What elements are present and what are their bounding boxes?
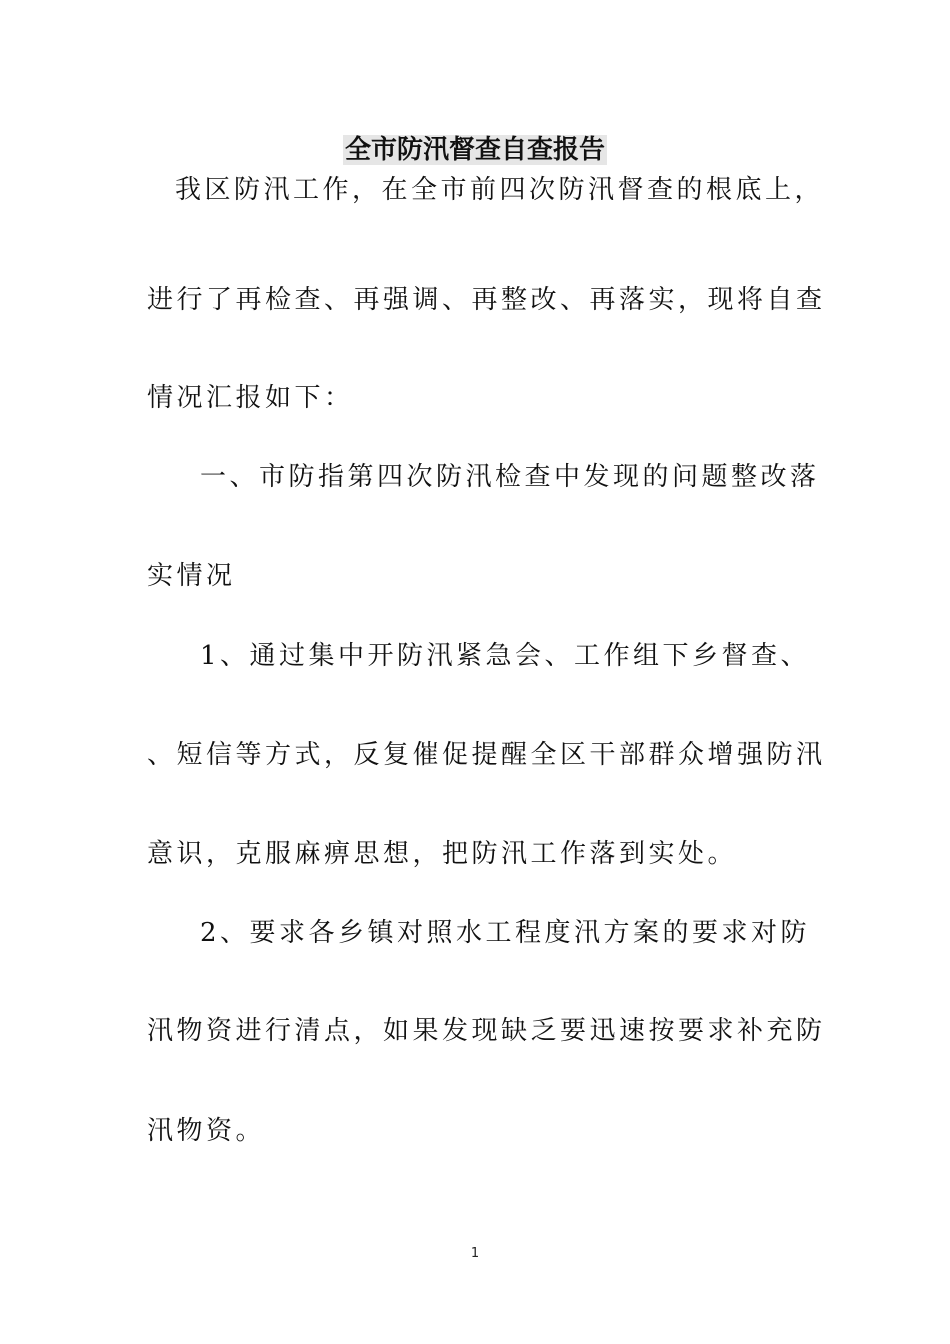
body-line: 汛物资进行清点，如果发现缺乏要迅速按要求补充防 bbox=[147, 1016, 826, 1046]
title-text: 全市防汛督查自查报告 bbox=[344, 135, 605, 165]
body-line: 意识，克服麻痹思想，把防汛工作落到实处。 bbox=[147, 839, 738, 869]
body-line: 2、要求各乡镇对照水工程度汛方案的要求对防 bbox=[200, 918, 811, 948]
body-line: 、短信等方式，反复催促提醒全区干部群众增强防汛 bbox=[147, 740, 826, 770]
body-line: 1、通过集中开防汛紧急会、工作组下乡督查、 bbox=[200, 641, 811, 671]
body-line: 汛物资。 bbox=[147, 1116, 266, 1146]
document-title bbox=[0, 130, 950, 170]
page-number: 1 bbox=[470, 1246, 480, 1261]
body-line: 一、市防指第四次防汛检查中发现的问题整改落 bbox=[200, 462, 820, 492]
body-line: 情况汇报如下： bbox=[147, 383, 354, 413]
body-line: 进行了再检查、再强调、再整改、再落实，现将自查 bbox=[147, 285, 826, 315]
body-line: 实情况 bbox=[147, 561, 236, 591]
body-line: 我区防汛工作，在全市前四次防汛督查的根底上， bbox=[175, 175, 825, 205]
